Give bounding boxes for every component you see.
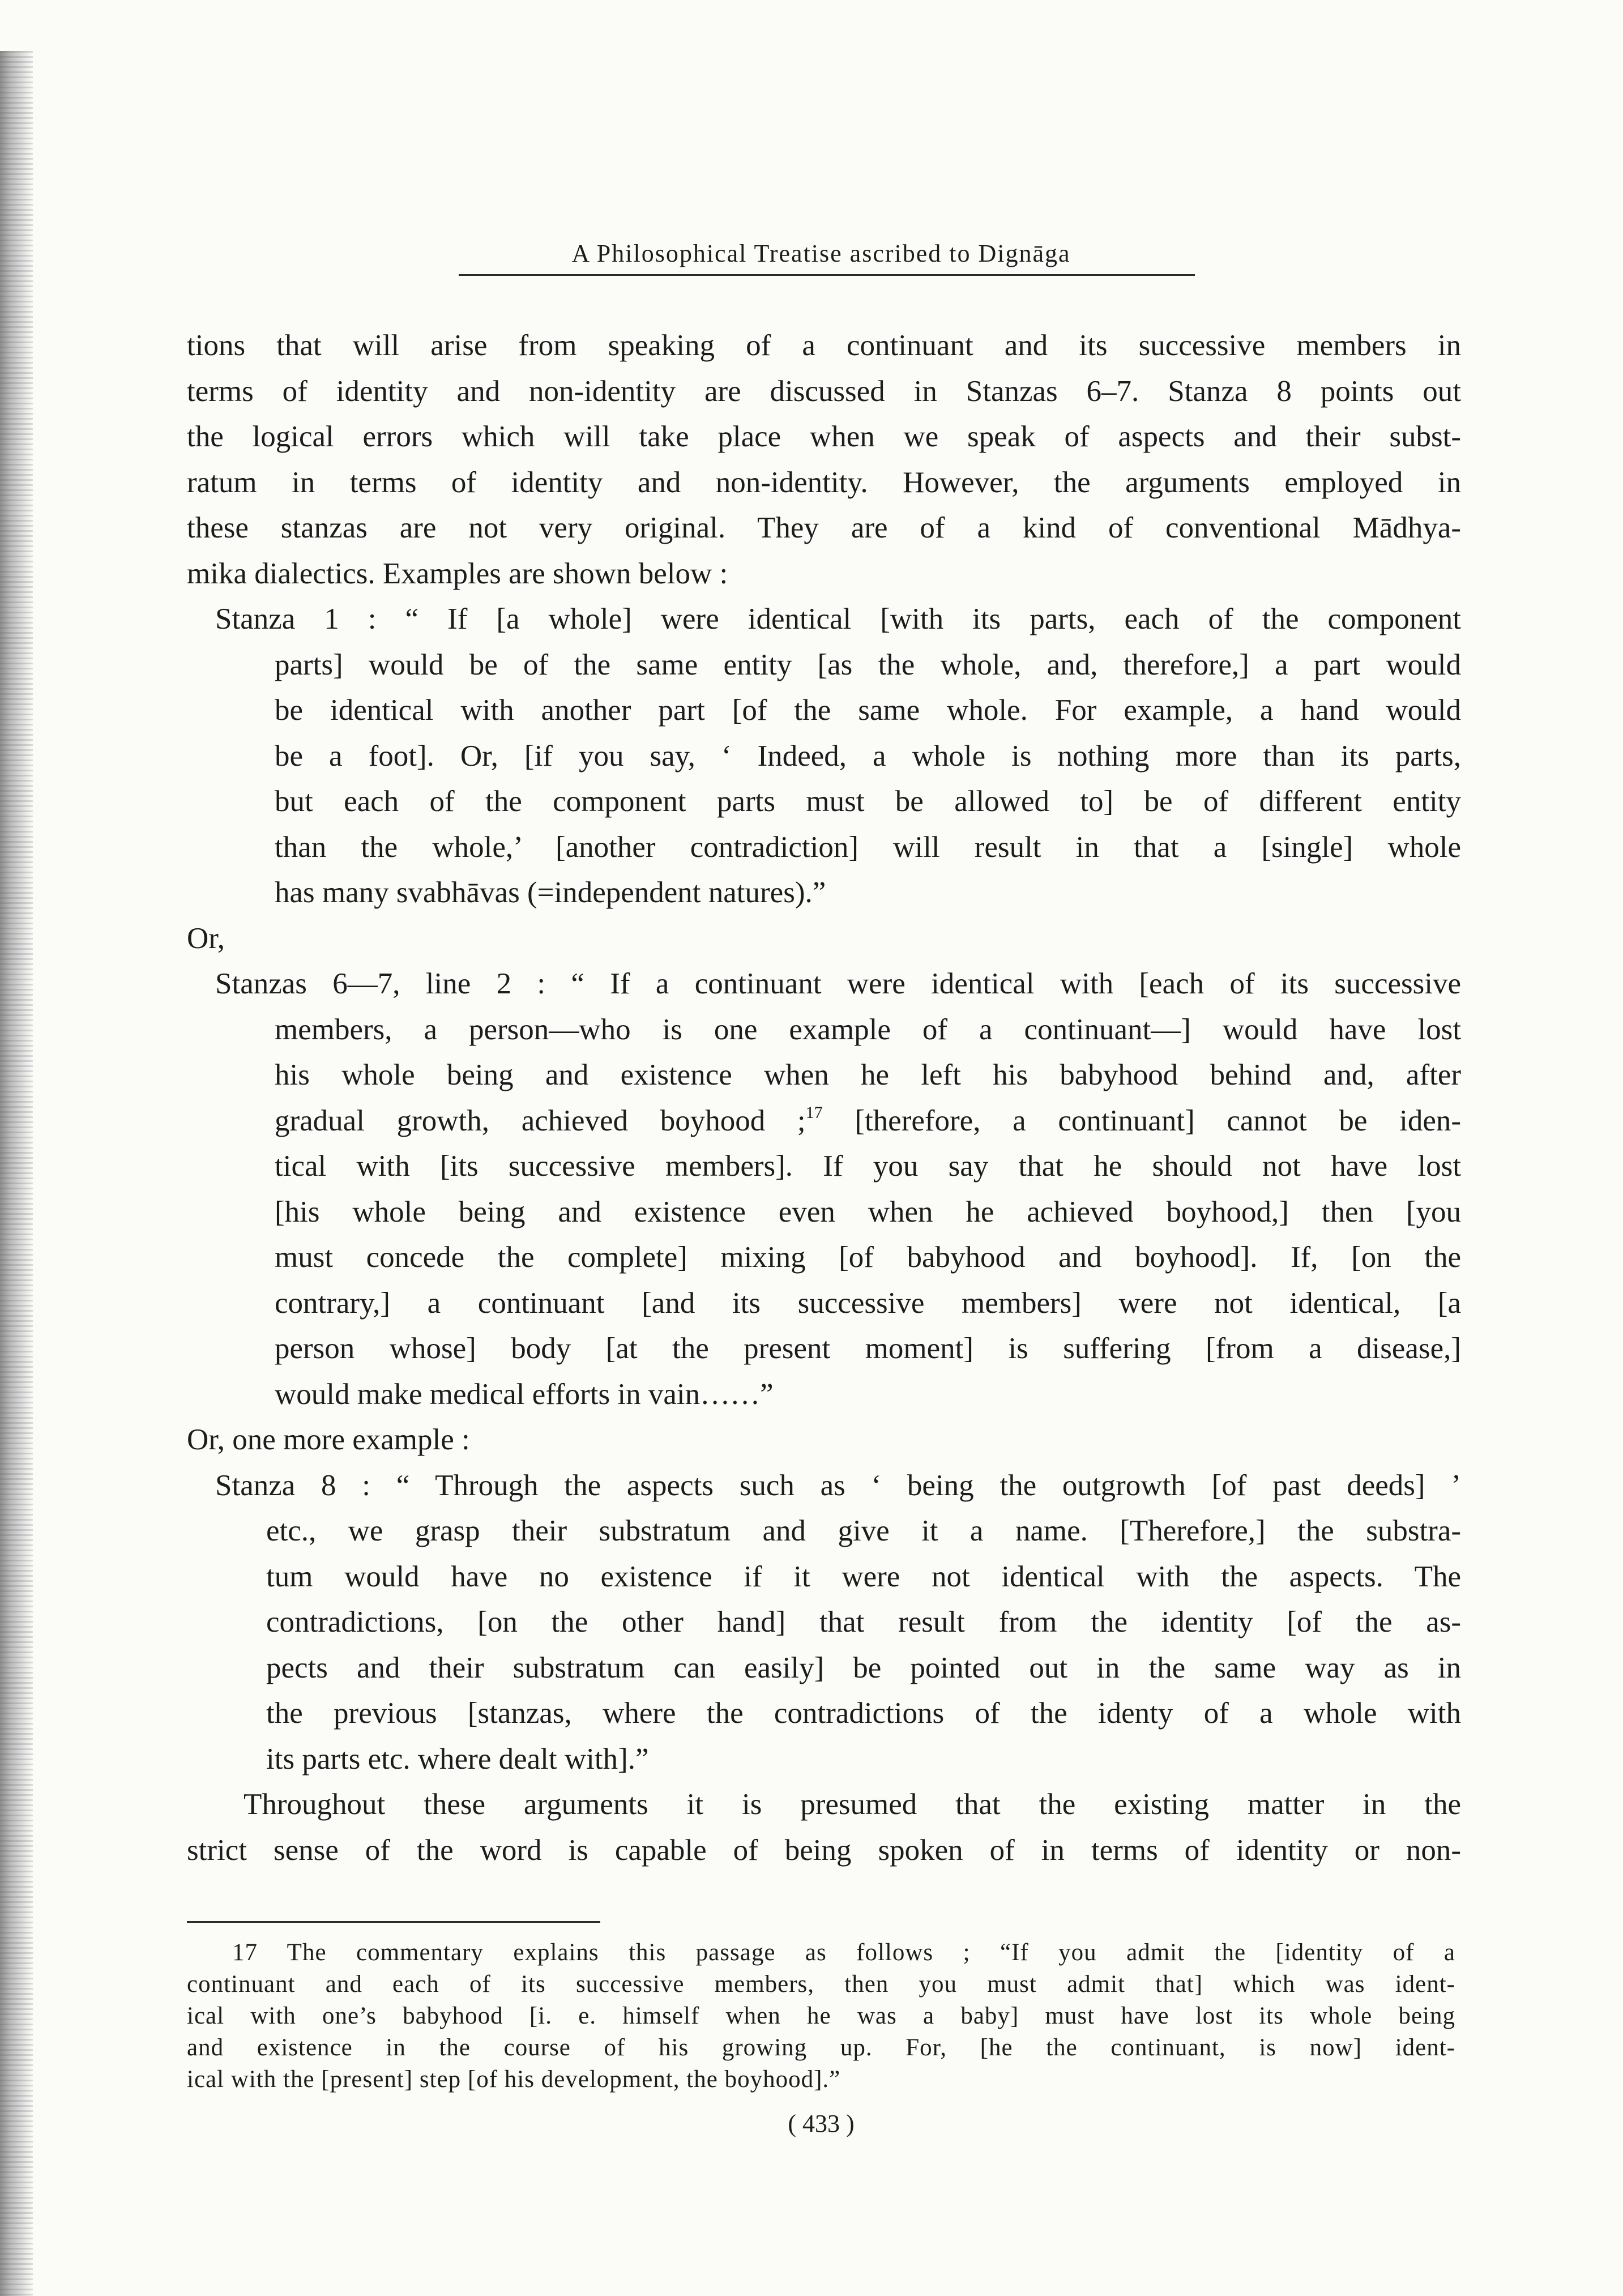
body-line: Or,: [187, 921, 225, 955]
body-line: his whole being and existence when he left his babyhood behind and, after: [275, 1059, 1461, 1091]
body-line: tum would have no existence if it were not identical with the aspects. The: [266, 1560, 1461, 1593]
body-line: these stanzas are not very original. They are of a kind of conventional Mādhya-: [187, 511, 1461, 544]
body-line: the logical errors which will take place when we speak of aspects and their subst-: [187, 420, 1461, 453]
body-line: but each of the component parts must be allowed to] be of different entity: [275, 785, 1461, 818]
body-line: Throughout these arguments it is presumed that the existing matter in the: [244, 1788, 1461, 1821]
body-line: has many svabhāvas (=independent natures).”: [275, 876, 826, 909]
body-line: person whose] body [at the present moment] is suffering [from a disease,]: [275, 1332, 1461, 1365]
body-line: Stanza 1 : “ If [a whole] were identical [with its parts, each of the component: [215, 603, 1461, 635]
body-line: be a foot]. Or, [if you say, ‘ Indeed, a whole is nothing more than its parts,: [275, 739, 1461, 773]
body-line: gradual growth, achieved boyhood ;$^{17}$ [therefore, a continuant] cannot be iden-: [275, 1103, 1461, 1137]
footnote-rule: [187, 1921, 600, 1923]
body-line: terms of identity and non-identity are discussed in Stanzas 6–7. Stanza 8 points out: [187, 374, 1461, 408]
footnote: [187, 1937, 1455, 2096]
body-line: strict sense of the word is capable of being spoken of in terms of identity or non-: [187, 1833, 1461, 1867]
body-line: than the whole,’ [another contradiction] will result in that a [single] whole: [275, 830, 1461, 864]
body-line: tions that will arise from speaking of a continuant and its successive members in: [187, 329, 1461, 362]
body-line: its parts etc. where dealt with].”: [266, 1742, 649, 1776]
body-line: contrary,] a continuant [and its successive members] were not identical, [a: [275, 1286, 1461, 1320]
body-line: would make medical efforts in vain……”: [275, 1377, 774, 1411]
page-number: ( 433 ): [788, 2110, 855, 2137]
body-line: the previous [stanzas, where the contradictions of the identy of a whole with: [266, 1697, 1461, 1730]
body-line: be identical with another part [of the same whole. For example, a hand would: [275, 694, 1461, 727]
header-rule: [459, 274, 1195, 276]
footnote-line: ical with one’s babyhood [i. e. himself when he was a baby] must have lost its whole being: [187, 2003, 1455, 2029]
body-line: ratum in terms of identity and non-identity. However, the arguments employed in: [187, 466, 1461, 499]
running-head: A Philosophical Treatise ascribed to Dignāga: [571, 240, 1071, 267]
body-line: contradictions, [on the other hand] that result from the identity [of the as-: [266, 1606, 1461, 1638]
body-line: parts] would be of the same entity [as the whole, and, therefore,] a part would: [275, 648, 1461, 681]
footnote-reference: 17: [805, 1103, 823, 1122]
footnote-line: and existence in the course of his growing up. For, [he the continuant, is now] ident-: [187, 2034, 1455, 2061]
body-line: members, a person—who is one example of a continuant—] would have lost: [275, 1013, 1461, 1046]
body-line: [his whole being and existence even when he achieved boyhood,] then [you: [275, 1195, 1461, 1228]
footnote-line: 17 The commentary explains this passage as follows ; “If you admit the [identity of a: [232, 1939, 1455, 1966]
body-line: Stanzas 6—7, line 2 : “ If a continuant were identical with [each of its successive: [215, 967, 1461, 1000]
scan-binding-edge: [0, 51, 33, 2296]
body-line: mika dialectics. Examples are shown below :: [187, 557, 728, 590]
body-line: pects and their substratum can easily] be pointed out in the same way as in: [266, 1651, 1461, 1684]
body-line: tical with [its successive members]. If you say that he should not have lost: [275, 1150, 1461, 1183]
body-line: Stanza 8 : “ Through the aspects such as ‘ being the outgrowth [of past deeds] ’: [215, 1469, 1461, 1502]
footnote-line: ical with the [present] step [of his development, the boyhood].”: [187, 2066, 841, 2093]
body-line: must concede the complete] mixing [of babyhood and boyhood]. If, [on the: [275, 1241, 1461, 1274]
footnote-line: continuant and each of its successive members, then you must admit that] which was ident-: [187, 1971, 1455, 1998]
body-line: Or, one more example :: [187, 1423, 470, 1456]
body-text: [187, 323, 1461, 1873]
body-line: etc., we grasp their substratum and give it a name. [Therefore,] the substra-: [266, 1514, 1461, 1547]
